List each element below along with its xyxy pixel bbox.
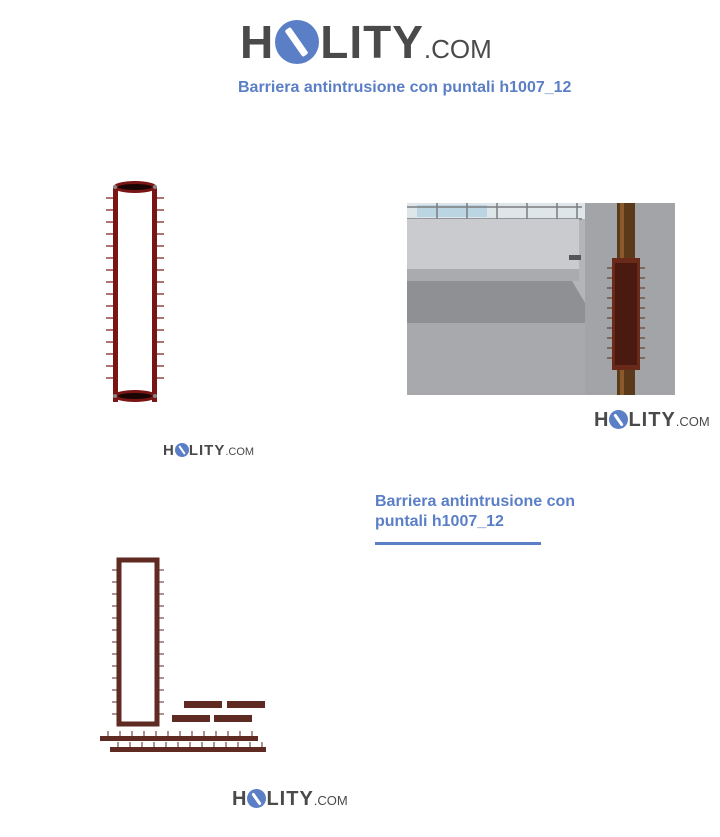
logo-letters-lity: LITY: [188, 442, 226, 459]
holity-logo-small[interactable]: [594, 407, 710, 432]
logo-letters-lity: LITY: [266, 788, 314, 810]
holity-logo-small[interactable]: [232, 786, 348, 811]
logo-letters-lity: LITY: [628, 409, 676, 431]
product-image-kit-components[interactable]: [98, 555, 270, 760]
logo-domain: .COM: [423, 34, 492, 64]
caption-underline: [375, 542, 541, 545]
logo-o-icon: [609, 410, 628, 429]
holity-logo-small[interactable]: [163, 441, 254, 459]
logo-o-icon: [247, 789, 266, 808]
logo-letter-h: H: [232, 788, 248, 810]
product-caption-link[interactable]: Barriera antintrusione con puntali h1007_12: [375, 493, 576, 530]
logo-domain: .COM: [675, 414, 710, 429]
logo-o-icon: [175, 443, 189, 457]
logo-letters-lity: LITY: [320, 16, 424, 68]
logo-domain: .COM: [225, 446, 255, 458]
product-image-scene[interactable]: [407, 203, 675, 395]
logo-domain: .COM: [313, 793, 348, 808]
logo-o-icon: [275, 20, 319, 64]
barrier-red-drawing: [106, 181, 164, 402]
logo-letter-h: H: [240, 16, 275, 68]
kit-components-drawing: [100, 560, 266, 752]
product-image-barrier-red[interactable]: [98, 178, 172, 410]
page-title: Barriera antintrusione con puntali h1007_12: [238, 79, 572, 96]
scene-drawing: [407, 203, 675, 395]
logo-letter-h: H: [594, 409, 610, 431]
holity-logo[interactable]: [240, 14, 492, 69]
logo-letter-h: H: [163, 442, 175, 459]
